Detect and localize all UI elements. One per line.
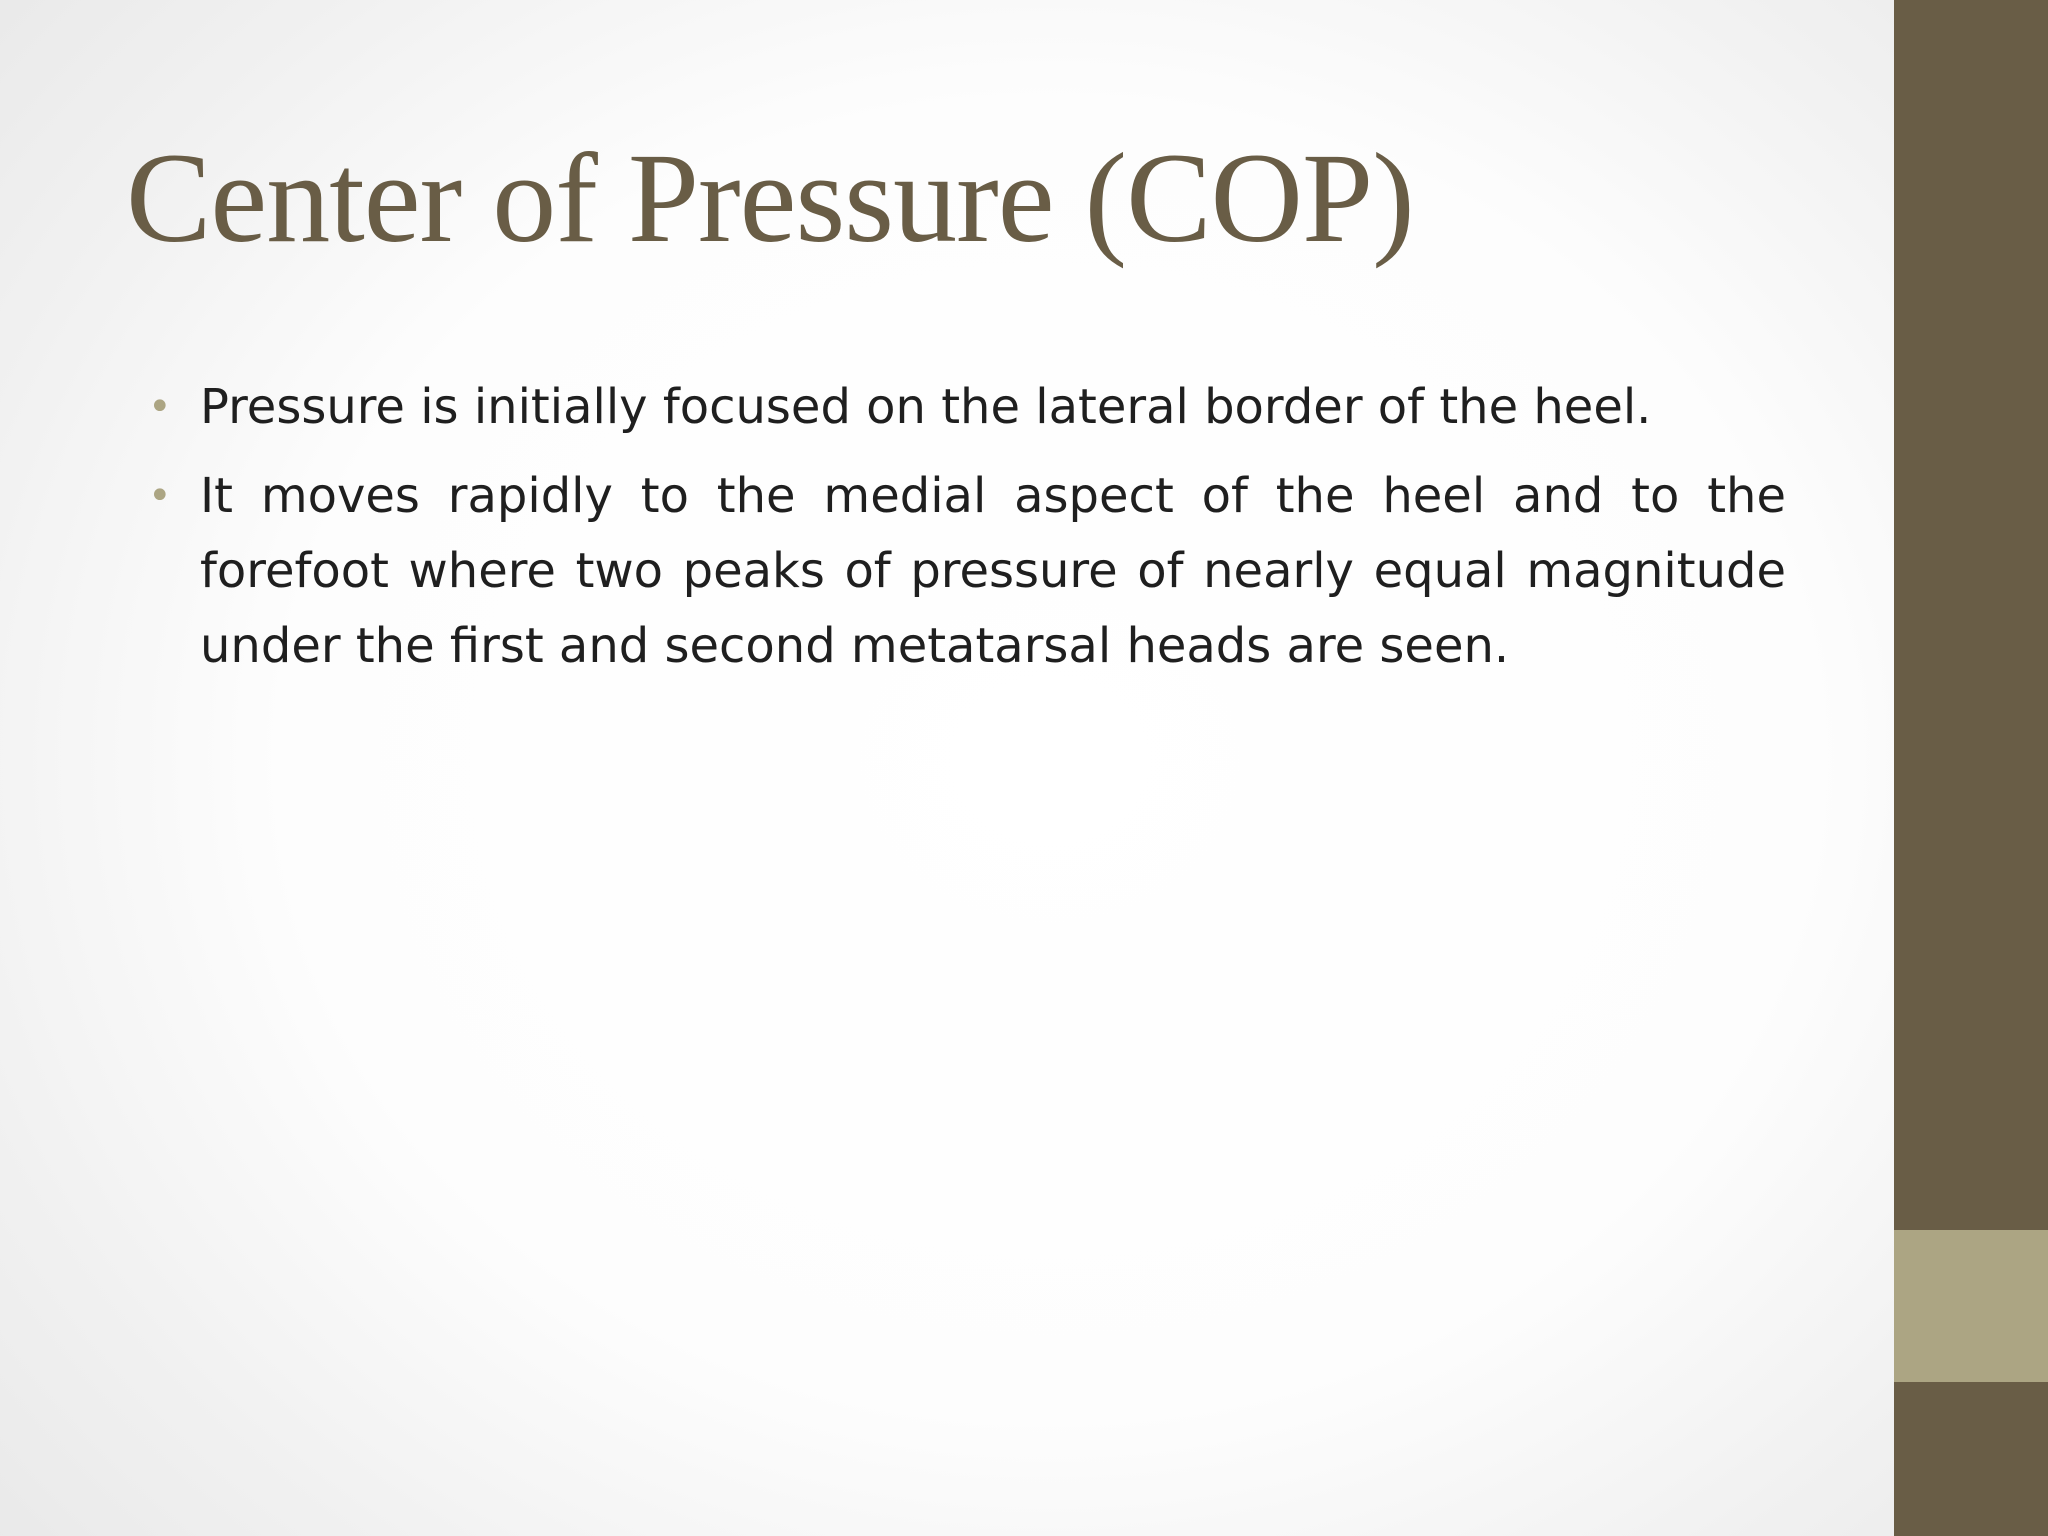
bullet-item	[148, 459, 1786, 684]
bullet-list	[148, 370, 1786, 698]
decorative-side-accent	[1894, 1230, 2048, 1382]
bullet-dot-icon: •	[148, 473, 172, 519]
bullet-item	[148, 370, 1786, 445]
bullet-text: Pressure is initially focused on the lateral border of the heel.	[200, 379, 1652, 435]
bullet-dot-icon: •	[148, 384, 172, 430]
slide-title: Center of Pressure (COP)	[126, 127, 1414, 269]
bullet-text: It moves rapidly to the medial aspect of the heel and to the forefoot where two peaks of pressure of nearly equal magnitude under the first and second metatarsal heads are seen.	[200, 468, 1786, 674]
